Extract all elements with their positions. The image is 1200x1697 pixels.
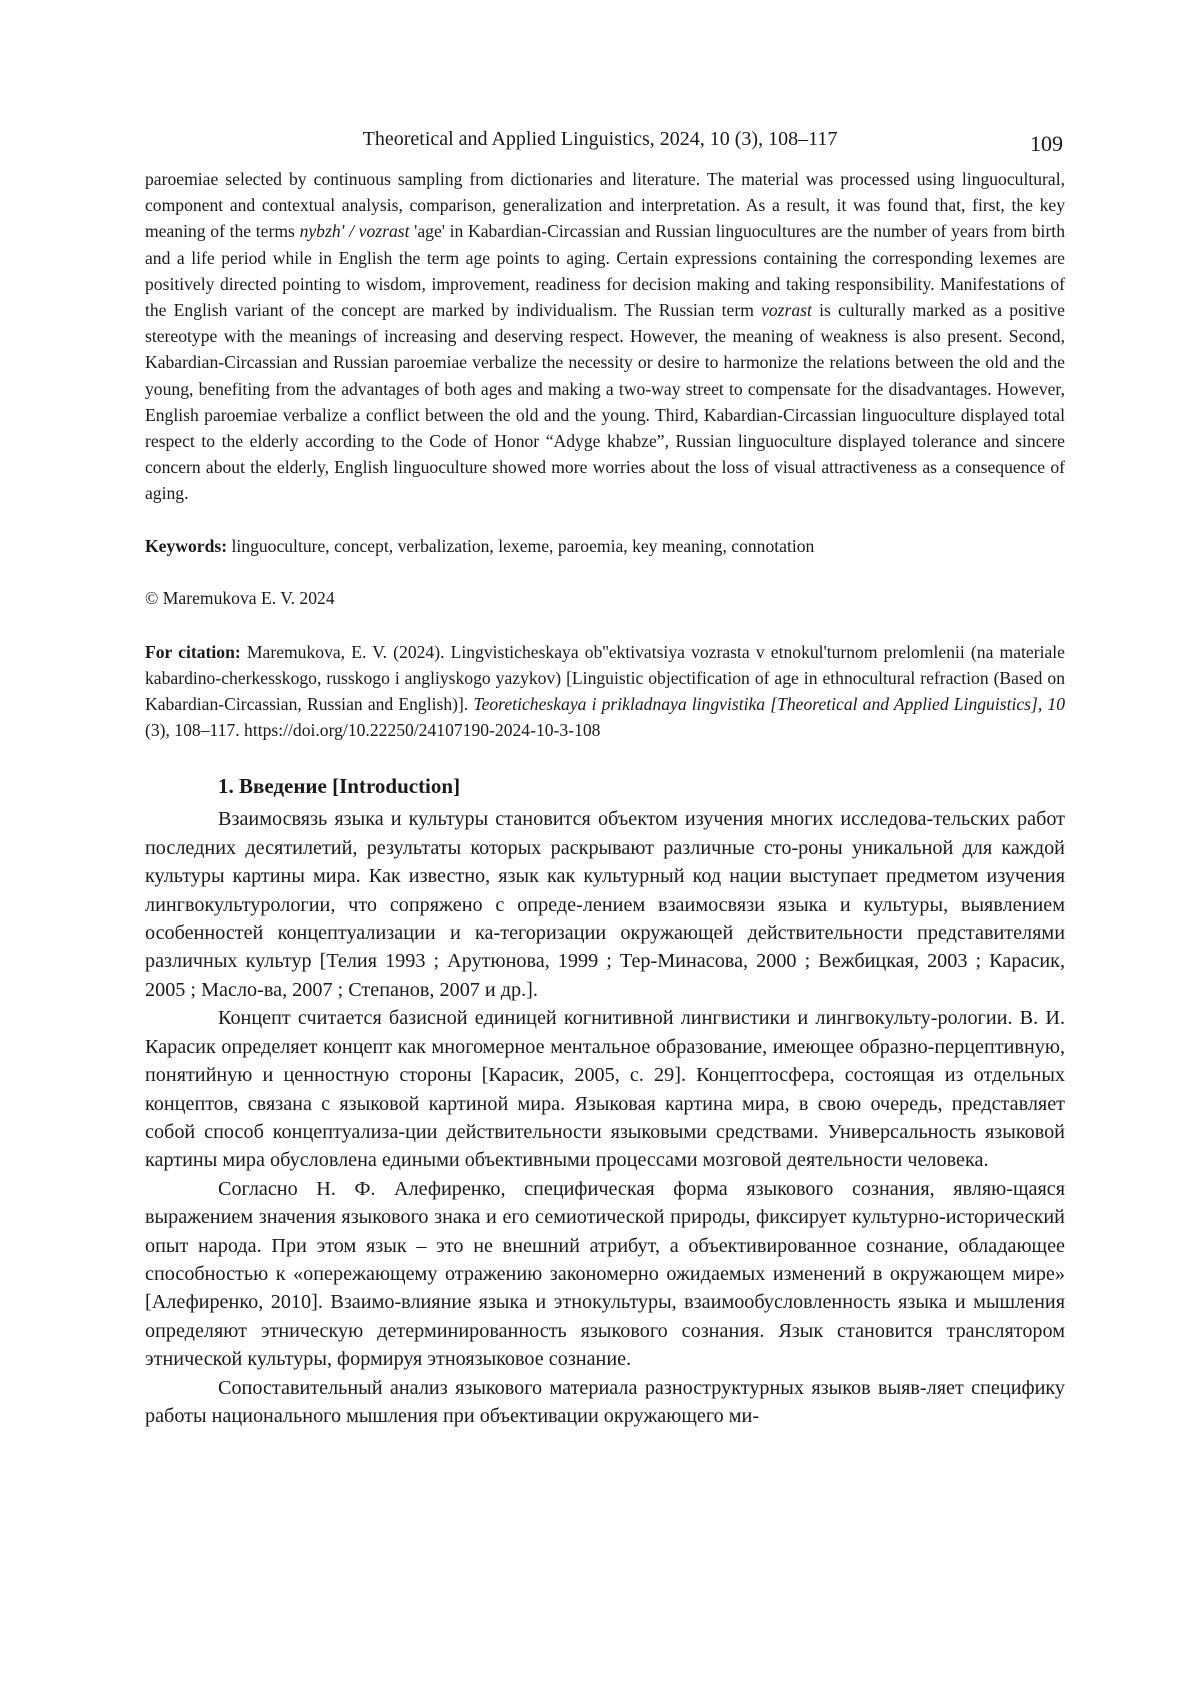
page-number: 109: [1030, 131, 1063, 156]
body-paragraph-3: Согласно Н. Ф. Алефиренко, специфическая форма языкового сознания, являю-щаяся выражением значения языкового знака и его семиотической природы, фиксирует культурно-исторический опыт народа. При этом язык – это не внешний атрибут, а объективированное сознание, обладающее способностью к «опережающему отражению закономерно ожидаемых изменений в окружающем мире» [Алефиренко, 2010]. Взаимо-влияние языка и этнокультуры, взаимообусловленность языка и мышления определяют этническую детерминированность языкового сознания. Язык становится транслятором этнической культуры, формируя этноязыковое сознание.: [145, 1177, 1065, 1371]
body-paragraph-4: Сопоставительный анализ языкового материала разноструктурных языков выяв-ляет специфику работы национального мышления при объективации окружающего ми-: [145, 1376, 1065, 1427]
copyright: © Maremukova E. V. 2024: [145, 587, 335, 608]
citation-tail: (3), 108–117. https://doi.org/10.22250/24107190-2024-10-3-108: [145, 720, 601, 741]
running-title: Theoretical and Applied Linguistics, 2024, 10 (3), 108–117: [362, 128, 838, 150]
keywords: [145, 533, 1065, 559]
abstract-text: [145, 166, 1065, 507]
page-content: [145, 166, 1065, 1430]
citation-journal: Teoreticheskaya i prikladnaya lingvistika [Theoretical and Applied Linguistics], 10: [473, 694, 1065, 715]
body-paragraph-2: Концепт считается базисной единицей когнитивной лингвистики и лингвокульту-рологии. В. И. Карасик определяет концепт как многомерное ментальное образование, имеющее образно-перцептивную, понятийную и ценностную стороны [Карасик, 2005, с. 29]. Концептосфера, состоящая из отдельных концептов, связана с языковой картиной мира. Языковая картина мира, в свою очередь, представляет собой способ концептуализа-ции действительности языковыми средствами. Универсальность языковой картины мира обусловлена едиными объективными процессами мозговой деятельности человека.: [145, 1007, 1065, 1172]
citation-text: Maremukova, E. V. (2024). Lingvisticheskaya ob''ektivatsiya vozrasta v etnokul'turnom prelomlenii (na materiale kabardino-cherkesskogo, russkogo i angliyskogo yazykov) [Linguistic objectification of age in ethnocultural refraction (Based on Kabardian-Circassian, Russian and English)].: [145, 641, 1065, 715]
abstract-part-2: 'age' in Kabardian-Circassian and Russian linguocultures are the number of years from birth and a life period while in English the term age points to aging. Certain expressions containing the corresponding lexemes are positively directed pointing to wisdom, improvement, readiness for decision making and taking responsibility. Manifestations of the English variant of the concept are marked by individualism. The Russian term: [145, 221, 1065, 321]
abstract-part-1: paroemiae selected by continuous sampling from dictionaries and literature. The material was processed using linguocultural, component and contextual analysis, comparison, generalization and interpretation. As a result, it was found that, first, the key meaning of the terms: [145, 169, 1065, 242]
abstract-term-italic-2: vozrast: [761, 300, 812, 321]
body-paragraph-1: Взаимосвязь языка и культуры становится объектом изучения многих исследова-тельских работ последних десятилетий, результаты которых раскрывают различные сто-роны уникальной для каждой культуры картины мира. Как известно, язык как культурный код нации выступает предметом изучения лингвокультурологии, что сопряжено с опреде-лением взаимосвязи языка и культуры, выявлением особенностей концептуализации и ка-тегоризации окружающей действительности представителями различных культур [Телия 1993 ; Арутюнова, 1999 ; Тер-Минасова, 2000 ; Вежбицкая, 2003 ; Карасик, 2005 ; Масло-ва, 2007 ; Степанов, 2007 и др.].: [145, 808, 1065, 1001]
keywords-text: linguoculture, concept, verbalization, lexeme, paroemia, key meaning, connotation: [227, 535, 815, 556]
abstract-part-3: is culturally marked as a positive stereotype with the meanings of increasing and deserving respect. However, the meaning of weakness is also present. Second, Kabardian-Circassian and Russian paroemiae verbalize the necessity or desire to harmonize the relations between the old and the young, benefiting from the advantages of both ages and making a two-way street to compensate for the disadvantages. However, English paroemiae verbalize a conflict between the old and the young. Third, Kabardian-Circassian linguoculture displayed total respect to the elderly according to the Code of Honor “Adyge khabze”, Russian linguoculture displayed tolerance and sincere concern about the elderly, English linguoculture showed more worries about the loss of visual attractiveness as a consequence of aging.: [145, 300, 1065, 504]
section-heading: 1. Введение [Introduction]: [218, 774, 461, 799]
citation: [145, 639, 1065, 744]
citation-label: For citation:: [145, 641, 241, 662]
abstract-term-italic: nybzh' / vozrast: [299, 221, 410, 242]
keywords-label: Keywords:: [145, 535, 228, 556]
